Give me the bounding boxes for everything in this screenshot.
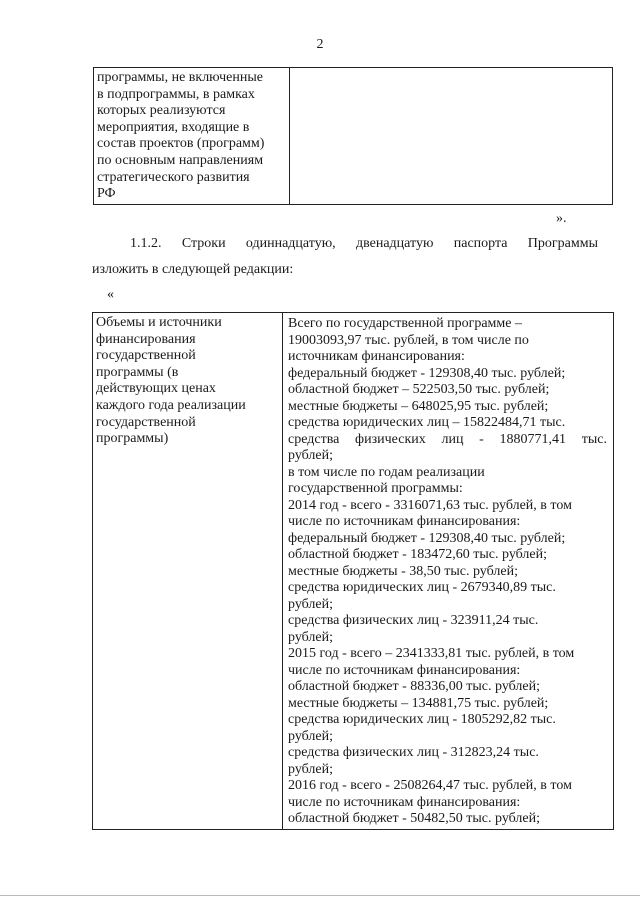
cell-line: числе по источникам финансирования: — [288, 794, 521, 810]
cell-line: Всего по государственной программе – — [288, 316, 522, 331]
cell-line: средства физических лиц - 1880771,41 тыс. — [288, 431, 607, 447]
cell-line: федеральный бюджет - 129308,40 тыс. рублей; — [288, 365, 566, 381]
paragraph-line-2: изложить в следующей редакции: — [92, 262, 294, 277]
cell-line: 2016 год - всего - 2508264,47 тыс. рублей, в том — [288, 778, 572, 793]
cell-line: средства физических лиц - 323911,24 тыс. — [288, 613, 539, 628]
cell-line: государственной — [96, 348, 196, 364]
cell-line: областной бюджет - 183472,60 тыс. рублей; — [288, 547, 547, 562]
page-number: 2 — [316, 37, 324, 52]
cell-line: рублей; — [288, 596, 333, 612]
cell-line: программы (в — [96, 364, 179, 380]
paragraph-line-1: 1.1.2. Строки одиннадцатую, двенадцатую паспорта Программы — [130, 236, 598, 251]
cell-line: местные бюджеты – 134881,75 тыс. рублей; — [288, 695, 549, 711]
cell-line: мероприятия, входящие в — [97, 119, 250, 135]
cell-line: источникам финансирования: — [288, 349, 465, 364]
cell-line: средства физических лиц - 312823,24 тыс. — [288, 745, 539, 760]
cell-line: средства юридических лиц – 15822484,71 тыс. — [288, 415, 566, 430]
cell-line: рублей; — [288, 629, 333, 645]
cell-line: числе по источникам финансирования: — [288, 662, 521, 678]
cell-line: финансирования — [96, 331, 196, 347]
cell-line: рублей; — [288, 761, 333, 777]
cell-line: государственной программы: — [288, 481, 463, 496]
cell-line: федеральный бюджет - 129308,40 тыс. рублей; — [288, 530, 566, 546]
top-table — [93, 67, 613, 205]
cell-line: стратегического развития — [97, 169, 250, 185]
cell-line: РФ — [97, 186, 116, 202]
cell-line: местные бюджеты - 38,50 тыс. рублей; — [288, 563, 518, 579]
cell-line: рублей; — [288, 728, 333, 744]
cell-line: областной бюджет – 522503,50 тыс. рублей; — [288, 382, 550, 397]
cell-line: государственной — [96, 414, 196, 430]
funding-table — [92, 312, 614, 830]
cell-line: каждого года реализации — [96, 397, 246, 413]
cell-line: которых реализуются — [97, 103, 226, 119]
cell-line: 2014 год - всего - 3316071,63 тыс. рублей, в том — [288, 497, 572, 513]
cell-line: 19003093,97 тыс. рублей, в том числе по — [288, 332, 529, 348]
cell-line: по основным направлениям — [97, 152, 264, 168]
cell-line: местные бюджеты – 648025,95 тыс. рублей; — [288, 398, 549, 414]
cell-line: состав проектов (программ) — [97, 136, 265, 152]
cell-line: программы, не включенные — [97, 70, 263, 85]
top-table-left-cell — [94, 68, 290, 205]
funding-table-right-cell — [283, 313, 614, 830]
closing-quote: ». — [556, 211, 567, 226]
cell-line: областной бюджет - 88336,00 тыс. рублей; — [288, 679, 540, 694]
cell-line: средства юридических лиц - 1805292,82 тыс. — [288, 712, 556, 727]
cell-line: 2015 год - всего – 2341333,81 тыс. рублей, в том — [288, 646, 575, 661]
cell-line: Объемы и источники — [96, 315, 222, 330]
cell-line: числе по источникам финансирования: — [288, 514, 521, 529]
cell-line: программы) — [96, 431, 169, 447]
cell-line: действующих ценах — [96, 381, 216, 397]
cell-line: в подпрограммы, в рамках — [97, 86, 255, 102]
funding-table-left-cell — [93, 313, 283, 830]
cell-line: средства юридических лиц - 2679340,89 тыс. — [288, 580, 556, 595]
top-table-right-cell — [290, 68, 613, 205]
cell-line: рублей; — [288, 448, 333, 463]
page-bottom-divider — [0, 895, 640, 896]
cell-line: областной бюджет - 50482,50 тыс. рублей; — [288, 811, 540, 826]
opening-quote: « — [107, 287, 114, 302]
cell-line: в том числе по годам реализации — [288, 464, 485, 480]
